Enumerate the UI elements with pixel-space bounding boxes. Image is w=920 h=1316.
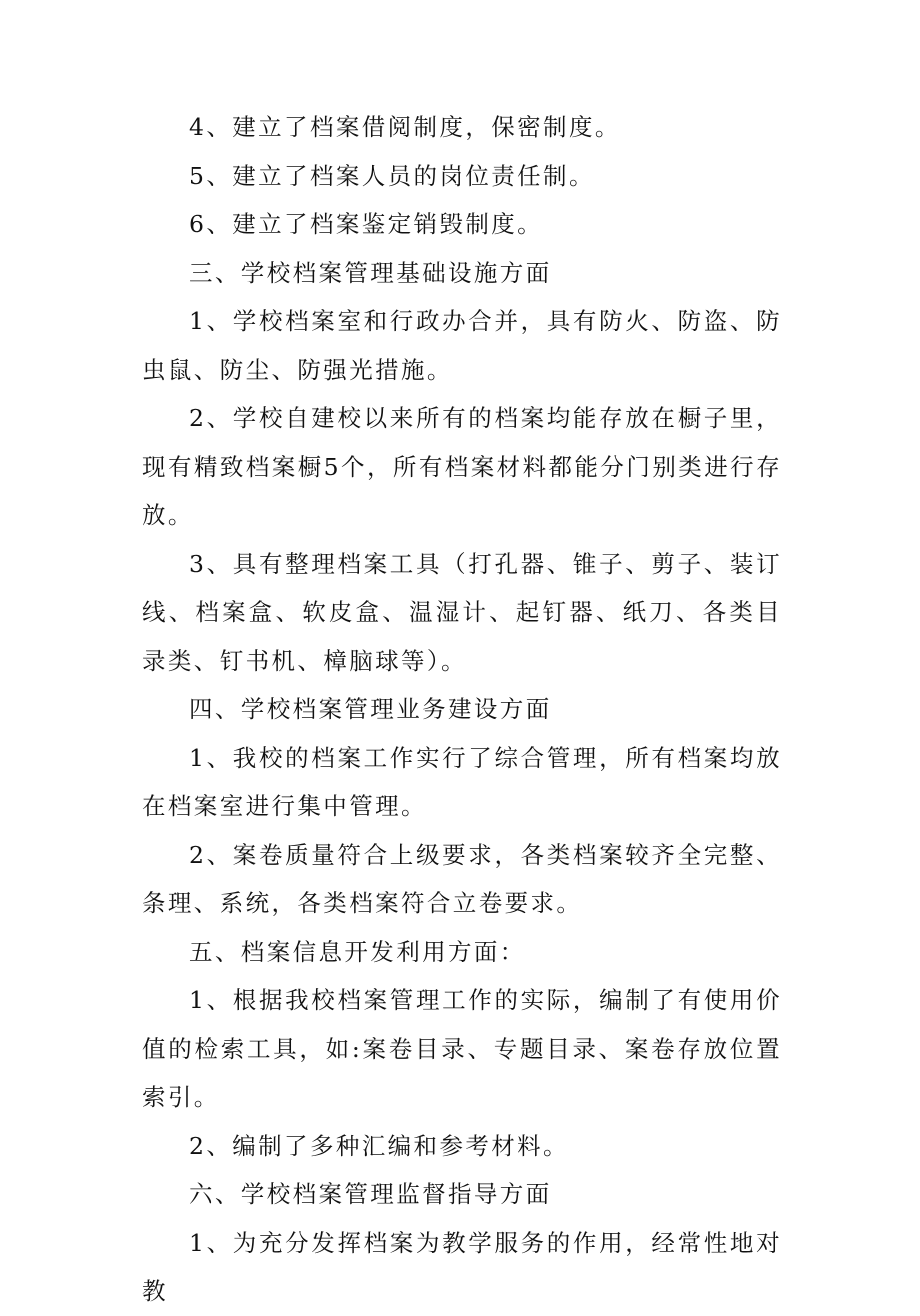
paragraph-business-2: 2、案卷质量符合上级要求，各类档案较齐全完整、条理、系统，各类档案符合立卷要求。 bbox=[142, 840, 782, 917]
section-heading-3: 三、学校档案管理基础设施方面 bbox=[189, 258, 552, 287]
paragraph-supervision-1: 1、为充分发挥档案为教学服务的作用，经常性地对教 bbox=[142, 1228, 782, 1305]
paragraph-facilities-3: 3、具有整理档案工具（打孔器、锥子、剪子、装订线、档案盒、软皮盒、温湿计、起钉器、纸刀、各类目录类、钉书机、樟脑球等）。 bbox=[142, 549, 782, 675]
section-heading-6: 六、学校档案管理监督指导方面 bbox=[189, 1180, 552, 1208]
document-body bbox=[142, 103, 782, 1316]
paragraph-utilization-1: 1、根据我校档案管理工作的实际，编制了有使用价值的检索工具，如:案卷目录、专题目录、案卷存放位置索引。 bbox=[142, 986, 782, 1111]
section-heading-5: 五、档案信息开发利用方面： bbox=[189, 937, 526, 966]
paragraph-item-5-responsibility: 5、建立了档案人员的岗位责任制。 bbox=[189, 161, 595, 190]
paragraph-item-6-destruction: 6、建立了档案鉴定销毁制度。 bbox=[189, 210, 544, 238]
paragraph-business-1: 1、我校的档案工作实行了综合管理，所有档案均放在档案室进行集中管理。 bbox=[142, 743, 782, 820]
paragraph-facilities-1: 1、学校档案室和行政办合并，具有防火、防盗、防虫鼠、防尘、防强光措施。 bbox=[142, 307, 782, 384]
paragraph-item-4-lending-system: 4、建立了档案借阅制度，保密制度。 bbox=[189, 113, 621, 141]
section-heading-4: 四、学校档案管理业务建设方面 bbox=[189, 695, 552, 723]
paragraph-facilities-2: 2、学校自建校以来所有的档案均能存放在橱子里，现有精致档案橱5个，所有档案材料都能分门别类进行存放。 bbox=[142, 404, 782, 529]
paragraph-utilization-2: 2、编制了多种汇编和参考材料。 bbox=[189, 1131, 569, 1160]
